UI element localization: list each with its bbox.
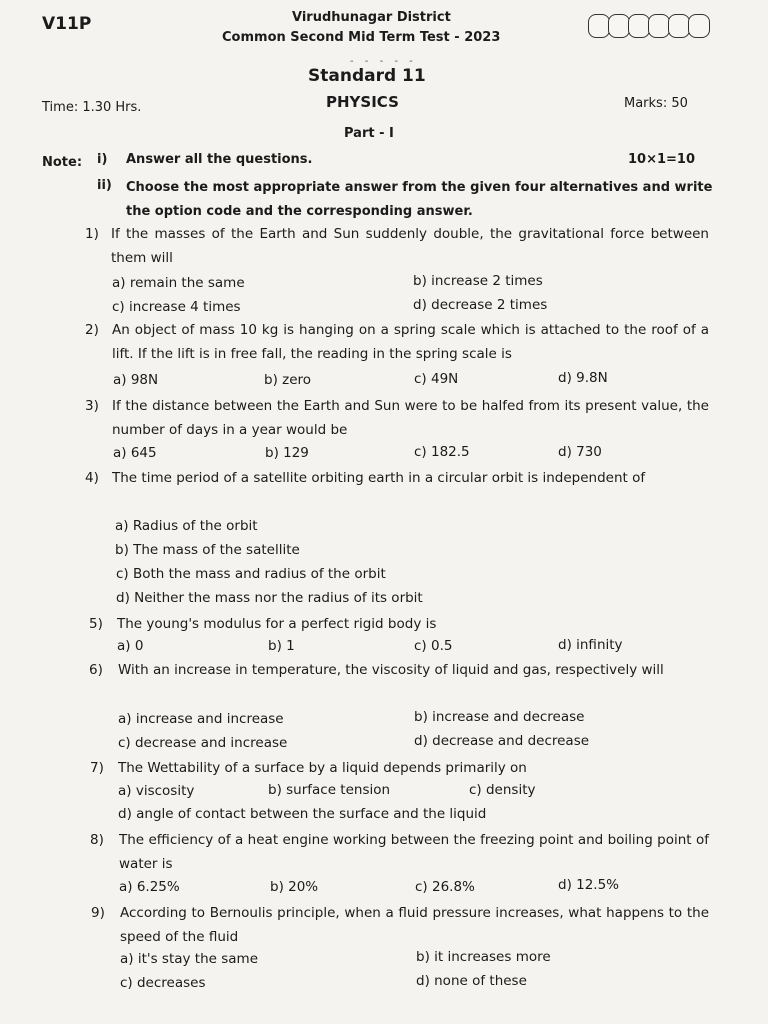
question-text: The Wettability of a surface by a liquid depends primarily on (118, 760, 527, 776)
option: b) increase and decrease (414, 709, 585, 725)
option: d) 9.8N (558, 370, 608, 386)
time-allowed: Time: 1.30 Hrs. (42, 100, 142, 115)
option: d) Neither the mass nor the radius of its orbit (116, 590, 423, 606)
option: c) decrease and increase (118, 735, 288, 751)
note-text: Choose the most appropriate answer from the given four alternatives and write the option code and the corresponding answer. (126, 180, 713, 219)
option: c) decreases (120, 975, 206, 991)
option: b) zero (264, 372, 312, 388)
option: b) 20% (270, 879, 319, 895)
test-name: Common Second Mid Term Test - 2023 (222, 30, 501, 45)
subject-title: PHYSICS (326, 93, 399, 111)
district-name: Virudhunagar District (292, 10, 451, 25)
option: d) infinity (558, 637, 623, 653)
option: d) none of these (416, 973, 527, 989)
option: a) viscosity (118, 783, 195, 799)
register-box (588, 14, 610, 38)
option: c) 182.5 (414, 444, 470, 460)
question-text: If the masses of the Earth and Sun suddenly double, the gravitational force between them will (111, 226, 709, 266)
note-text: Answer all the questions. (126, 152, 313, 167)
option: d) angle of contact between the surface and the liquid (118, 806, 487, 822)
option: a) 0 (117, 638, 144, 654)
option: d) 730 (558, 444, 602, 460)
option: a) increase and increase (118, 711, 284, 727)
separator-dashes: - - - - - (350, 56, 417, 67)
register-box (648, 14, 670, 38)
option: b) 129 (265, 445, 309, 461)
option: b) surface tension (268, 782, 391, 798)
question-number: 3) (85, 398, 99, 414)
question-number: 6) (89, 662, 103, 678)
note-number: i) (97, 152, 108, 167)
option: a) 98N (113, 372, 159, 388)
option: c) Both the mass and radius of the orbit (116, 566, 386, 582)
option: c) increase 4 times (112, 299, 241, 315)
paper-code: V11P (42, 14, 92, 34)
total-marks: Marks: 50 (624, 96, 688, 111)
option: a) 645 (113, 445, 157, 461)
question-number: 4) (85, 470, 99, 486)
option: a) Radius of the orbit (115, 518, 258, 534)
option: a) it's stay the same (120, 951, 258, 967)
question-text: If the distance between the Earth and Sun were to be halfed from its present value, the number of days in a year would be (112, 398, 709, 438)
register-box (668, 14, 690, 38)
question-text: The time period of a satellite orbiting earth in a circular orbit is independent of (112, 470, 646, 486)
option: c) density (469, 782, 536, 798)
option: c) 49N (414, 371, 459, 387)
option: c) 0.5 (414, 638, 453, 654)
question-number: 1) (85, 226, 99, 242)
register-box (688, 14, 710, 38)
question-text: An object of mass 10 kg is hanging on a spring scale which is attached to the roof of a lift. If the lift is in free fall, the reading in the spring scale is (112, 322, 709, 362)
question-text: According to Bernoulis principle, when a fluid pressure increases, what happens to the speed of the fluid (120, 905, 709, 945)
question-number: 9) (91, 905, 105, 921)
option: a) 6.25% (119, 879, 180, 895)
option: b) The mass of the satellite (115, 542, 300, 558)
option: c) 26.8% (415, 879, 475, 895)
option: b) increase 2 times (413, 273, 543, 289)
section-score: 10×1=10 (628, 152, 696, 167)
register-box (628, 14, 650, 38)
question-number: 2) (85, 322, 99, 338)
note-label: Note: (42, 155, 83, 170)
option: d) decrease and decrease (414, 733, 590, 749)
option: a) remain the same (112, 275, 245, 291)
standard-label: Standard 11 (308, 66, 426, 86)
question-number: 8) (90, 832, 104, 848)
question-number: 5) (89, 616, 103, 632)
register-number-boxes (588, 14, 708, 38)
question-text: The efficiency of a heat engine working between the freezing point and boiling point of water is (119, 832, 709, 872)
register-box (608, 14, 630, 38)
option: b) 1 (268, 638, 295, 654)
part-heading: Part - I (344, 126, 394, 141)
option: d) decrease 2 times (413, 297, 548, 313)
question-text: The young's modulus for a perfect rigid body is (117, 616, 437, 632)
option: b) it increases more (416, 949, 551, 965)
option: d) 12.5% (558, 877, 620, 893)
question-text: With an increase in temperature, the viscosity of liquid and gas, respectively will (118, 662, 664, 678)
question-number: 7) (90, 760, 104, 776)
note-number: ii) (97, 178, 112, 193)
